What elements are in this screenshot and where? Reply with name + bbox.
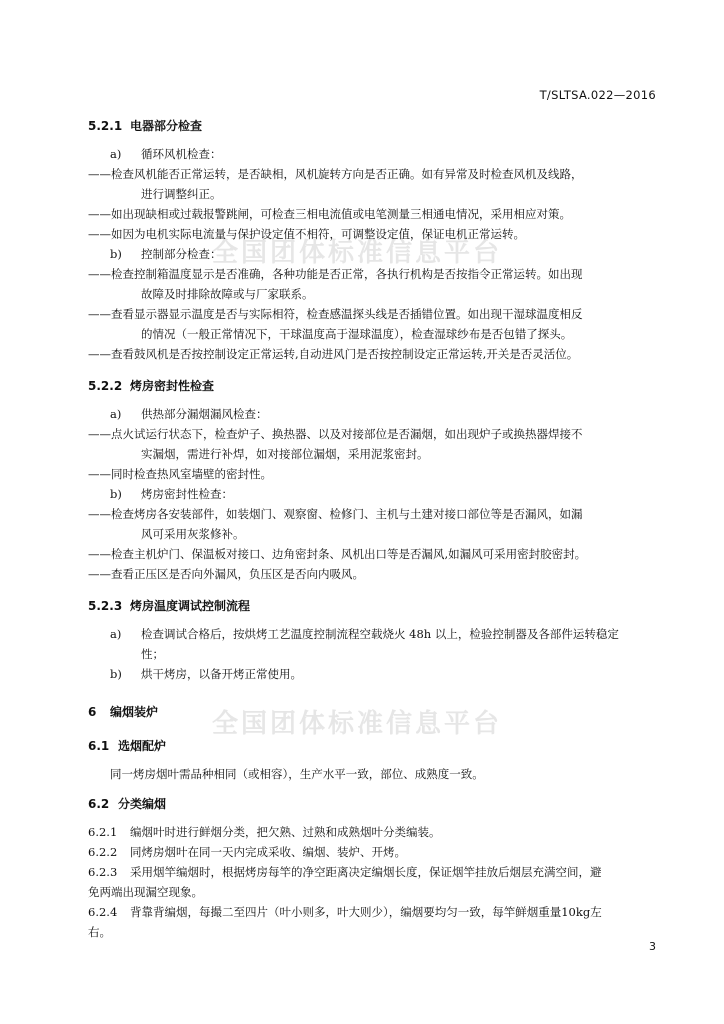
list-item-b — [88, 484, 658, 504]
list-label: b) — [110, 487, 122, 501]
list-title: 循环风机检查： — [141, 147, 222, 161]
section-number: 6.1 — [88, 739, 110, 753]
section-6-2-heading — [88, 794, 658, 814]
dash-item: ——检查主机炉门、保温板对接口、边角密封条、风机出口等是否漏风,如漏风可采用密封胶密封。 — [88, 547, 587, 561]
section-title: 分类编烟 — [118, 797, 167, 811]
clause-continuation: 右。 — [88, 925, 111, 939]
dash-item: ——查看鼓风机是否按控制设定正常运转,自动进风门是否按控制设定正常运转,开关是否灵活位。 — [88, 347, 579, 361]
dash-item: ——点火试运行状态下，检查炉子、换热器、以及对接部位是否漏烟，如出现炉子或换热器焊接不 — [88, 427, 583, 441]
dash-item: ——检查烤房各安装部件，如装烟门、观察窗、检修门、主机与土建对接口部位等是否漏风，如漏 — [88, 507, 583, 521]
dash-item-continuation: 实漏烟，需进行补焊，如对接部位漏烟，采用泥浆密封。 — [141, 447, 429, 461]
clause-6-2-1 — [88, 822, 658, 842]
chapter-6-heading — [88, 702, 658, 722]
dash-item: ——查看正压区是否向外漏风，负压区是否向内吸风。 — [88, 567, 364, 581]
list-item-b — [88, 664, 658, 684]
chapter-number: 6 — [88, 705, 97, 719]
clause-number: 6.2.3 — [88, 865, 118, 879]
list-item-a — [88, 144, 658, 164]
section-title: 烤房密封性检查 — [130, 379, 215, 393]
dash-item: ——同时检查热风室墙壁的密封性。 — [88, 467, 272, 481]
list-item-continuation: 性； — [141, 647, 164, 661]
clause-number: 6.2.2 — [88, 845, 118, 859]
clause-6-2-4 — [88, 902, 658, 922]
clause-continuation: 免两端出现漏空现象。 — [88, 885, 203, 899]
clause-number: 6.2.1 — [88, 825, 118, 839]
section-number: 5.2.2 — [88, 379, 123, 393]
list-title: 供热部分漏烟漏风检查： — [141, 407, 268, 421]
clause-text: 采用烟竿编烟时，根据烤房每竿的净空距离决定编烟长度，保证烟竿挂放后烟层充满空间，避 — [130, 865, 602, 879]
clause-6-2-3 — [88, 862, 658, 882]
section-number: 6.2 — [88, 797, 110, 811]
section-number: 5.2.3 — [88, 599, 123, 613]
paragraph: 同一烤房烟叶需品种相同（或相容），生产水平一致，部位、成熟度一致。 — [110, 767, 484, 781]
clause-6-2-2 — [88, 842, 658, 862]
list-title: 控制部分检查： — [141, 247, 222, 261]
section-title: 电器部分检查 — [130, 119, 203, 133]
list-label: b) — [110, 667, 122, 681]
dash-item-continuation: 进行调整纠正。 — [141, 187, 222, 201]
document-id: T/SLTSA.022—2016 — [539, 88, 656, 102]
dash-item: ——检查风机能否正常运转，是否缺相，风机旋转方向是否正确。如有异常及时检查风机及线路， — [88, 167, 583, 181]
dash-item: ——查看显示器显示温度是否与实际相符，检查感温探头线是否插错位置。如出现干湿球温度相反 — [88, 307, 583, 321]
section-5-2-3-heading — [88, 596, 658, 616]
list-text: 检查调试合格后，按烘烤工艺温度控制流程空载烧火 48h 以上，检验控制器及各部件运转稳定 — [141, 627, 619, 641]
list-label: a) — [110, 627, 122, 641]
list-title: 烤房密封性检查： — [141, 487, 233, 501]
clause-number: 6.2.4 — [88, 905, 118, 919]
list-item-a — [88, 624, 658, 644]
dash-item-continuation: 风可采用灰浆修补。 — [141, 527, 245, 541]
clause-text: 背靠背编烟，每撮二至四片（叶小则多，叶大则少），编烟要均匀一致，每竿鲜烟重量10kg左 — [130, 905, 602, 919]
list-label: a) — [110, 407, 122, 421]
watermark-upper: 全国团体标准信息平台 — [212, 238, 503, 268]
list-label: a) — [110, 147, 122, 161]
section-title: 选烟配炉 — [118, 739, 167, 753]
clause-text: 编烟叶时进行鲜烟分类，把欠熟、过熟和成熟烟叶分类编装。 — [130, 825, 441, 839]
list-item-a — [88, 404, 658, 424]
dash-item-continuation: 故障及时排除故障或与厂家联系。 — [141, 287, 314, 301]
dash-item: ——如因为电机实际电流量与保护设定值不相符，可调整设定值，保证电机正常运转。 — [88, 227, 525, 241]
dash-item-continuation: 的情况（一般正常情况下，干球温度高于湿球温度），检查湿球纱布是否包错了探头。 — [141, 327, 573, 341]
section-5-2-1-heading — [88, 116, 658, 136]
document-body — [88, 116, 658, 942]
watermark-lower: 全国团体标准信息平台 — [212, 709, 503, 739]
list-text: 烘干烤房，以备开烤正常使用。 — [141, 667, 302, 681]
page-number: 3 — [649, 940, 656, 953]
clause-text: 同烤房烟叶在同一天内完成采收、编烟、装炉、开烤。 — [130, 845, 406, 859]
chapter-title: 编烟装炉 — [110, 705, 159, 719]
section-number: 5.2.1 — [88, 119, 123, 133]
dash-item: ——如出现缺相或过载报警跳闸，可检查三相电流值或电笔测量三相通电情况，采用相应对策。 — [88, 207, 571, 221]
section-6-1-heading — [88, 736, 658, 756]
section-title: 烤房温度调试控制流程 — [130, 599, 251, 613]
list-item-b — [88, 244, 658, 264]
dash-item: ——检查控制箱温度显示是否准确，各种功能是否正常，各执行机构是否按指令正常运转。如出现 — [88, 267, 583, 281]
section-5-2-2-heading — [88, 376, 658, 396]
list-label: b) — [110, 247, 122, 261]
